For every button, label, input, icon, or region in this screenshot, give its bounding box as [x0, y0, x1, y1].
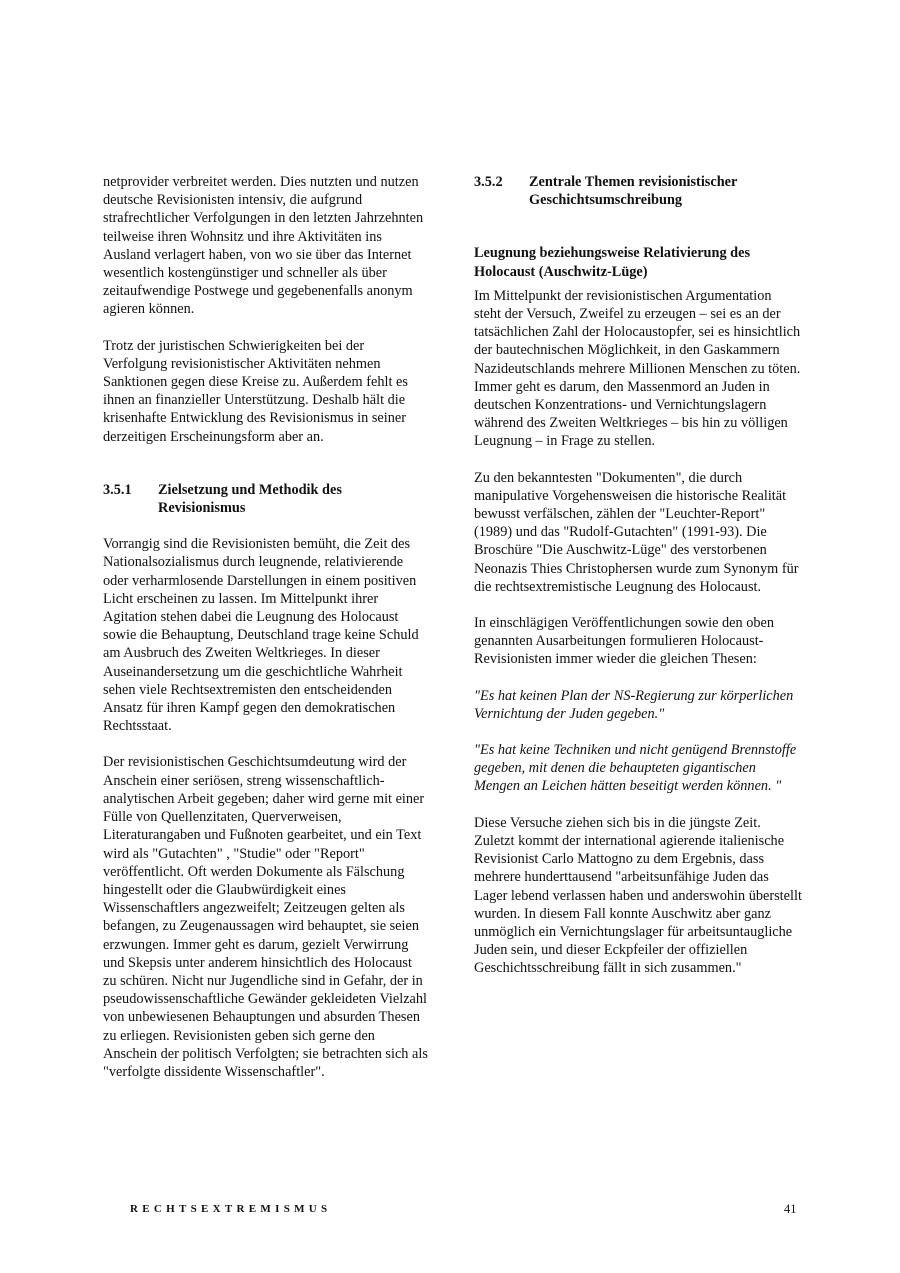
left-paragraph-2: Trotz der juristischen Schwierigkeiten bei der Verfolgung revisionistischer Aktivitäten nehmen Sanktionen gegen diese Kreise zu. Außerdem fehlt es ihnen an finanzieller Unterstützung. Deshalb hält die krisenhafte Entwicklung des Revisionismus in seiner derzeitigen Erscheinungsform aber an. — [103, 337, 408, 445]
right-column — [474, 173, 802, 978]
section-number: 3.5.1 — [103, 481, 132, 498]
section-heading-3-5-2 — [474, 173, 802, 209]
left-column — [103, 173, 428, 1081]
right-paragraph-3: In einschlägigen Veröffentlichungen sowie den oben genannten Ausarbeitungen formulieren Holocaust-Revisionisten immer wieder die gleichen Thesen: — [474, 615, 775, 668]
section-title: Zentrale Themen revisionistischer Geschichtsumschreibung — [529, 174, 738, 209]
right-paragraph-4: Diese Versuche ziehen sich bis in die jüngste Zeit. Zuletzt kommt der international agierende italienische Revisionist Carlo Mattogno zu dem Ergebnis, dass mehrere hunderttausend "arbeitsunfähige Juden das Lager lebend verlassen haben und anderswohin überstellt wurden. In diesem Fall konnte Auschwitz aber ganz unmöglich ein Vernichtungslager für arbeitsuntaugliche Juden sein, und dieser Eckpfeiler der offiziellen Geschichtsschreibung fällt in sich zusammen." — [474, 814, 802, 977]
right-paragraph-1: Im Mittelpunkt der revisionistischen Argumentation steht der Versuch, Zweifel zu erzeugen – sei es an der tatsächlichen Zahl der Holocaustopfer, sei es hinsichtlich der bautechnischen Möglichkeit, in den Gaskammern Nazideutschlands mehrere Millionen Menschen zu töten. Immer geht es darum, den Massenmord an Juden in deutschen Konzentrations- und Vernichtungslagern während des Zweiten Weltkrieges – bis hin zu völligen Leugnung – in Frage zu stellen. — [474, 287, 801, 450]
left-paragraph-1: netprovider verbreitet werden. Dies nutzten und nutzen deutsche Revisionisten intensiv, die aufgrund strafrechtlicher Verfolgungen in den letzten Jahrzehnten teilweise ihren Wohnsitz und ihre Aktivitäten ins Ausland verlagert haben, von wo sie über das Internet wesentlich kostengünstiger und schneller als über zeitaufwendige Postwege und gegebenenfalls anonym agieren können. — [103, 174, 424, 318]
quote-2: "Es hat keine Techniken und nicht genügend Brennstoffe gegeben, mit denen die behaupteten gigantischen Mengen an Leichen hätten beseitigt werden können. " — [474, 742, 797, 795]
left-paragraph-4: Der revisionistischen Geschichtsumdeutung wird der Anschein einer seriösen, streng wissenschaftlich-analytischen Arbeit gegeben; daher wird gerne mit einer Fülle von Quellenzitaten, Querverweisen, Literaturangaben und Fußnoten gearbeitet, und ein Text wird als "Gutachten" , "Studie" oder "Report" veröffentlicht. Oft werden Dokumente als Fälschung hingestellt oder die Glaubwürdigkeit eines Wissenschaftlers angezweifelt; Zeitzeugen gelten als befangen, zu Zeugenaussagen wird behauptet, sie seien erzwungen. Immer geht es darum, gezielt Verwirrung und Skepsis unter anderem hinsichtlich des Holocaust zu schüren. Nicht nur Jugendliche sind in Gefahr, der in pseudowissenschaftliche Gewänder gekleideten Vielzahl von unbewiesenen Behauptungen und absurden Thesen zu erliegen. Revisionisten geben sich gerne den Anschein der politisch Verfolgten; sie betrachten sich als "verfolgte dissidente Wissenschaftler". — [103, 754, 428, 1080]
right-paragraph-2: Zu den bekanntesten "Dokumenten", die durch manipulative Vorgehensweisen die historische Realität bewusst verfälschen, zählen der "Leuchter-Report" (1989) und das "Rudolf-Gutachten" (1991-93). Die Broschüre "Die Auschwitz-Lüge" des verstorbenen Neonazis Thies Christophersen wurde zum Synonym für die rechtsextremistische Leugnung des Holocaust. — [474, 469, 799, 595]
section-heading-3-5-1 — [103, 481, 428, 517]
section-title: Zielsetzung und Methodik des Revisionismus — [158, 481, 342, 517]
section-number: 3.5.2 — [474, 174, 503, 190]
page-number: 41 — [784, 1202, 797, 1216]
running-title: RECHTSEXTREMISMUS — [130, 1203, 332, 1215]
subheading: Leugnung beziehungsweise Relativierung des Holocaust (Auschwitz-Lüge) — [474, 245, 751, 280]
left-paragraph-3: Vorrangig sind die Revisionisten bemüht, die Zeit des Nationalsozialismus durch leugnende, relativierende oder verharmlosende Darstellungen in einem positiven Licht erscheinen zu lassen. Im Mittelpunkt ihrer Agitation stehen dabei die Leugnung des Holocaust sowie die Behauptung, Deutschland trage keine Schuld am Ausbruch des Zweiten Weltkrieges. In dieser Auseinandersetzung um die geschichtliche Wahrheit sehen viele Rechtsextremisten den entscheidenden Ansatz für ihren Kampf gegen den demokratischen Rechtsstaat. — [103, 536, 419, 735]
quote-1: "Es hat keinen Plan der NS-Regierung zur körperlichen Vernichtung der Juden gegeben." — [474, 687, 794, 722]
